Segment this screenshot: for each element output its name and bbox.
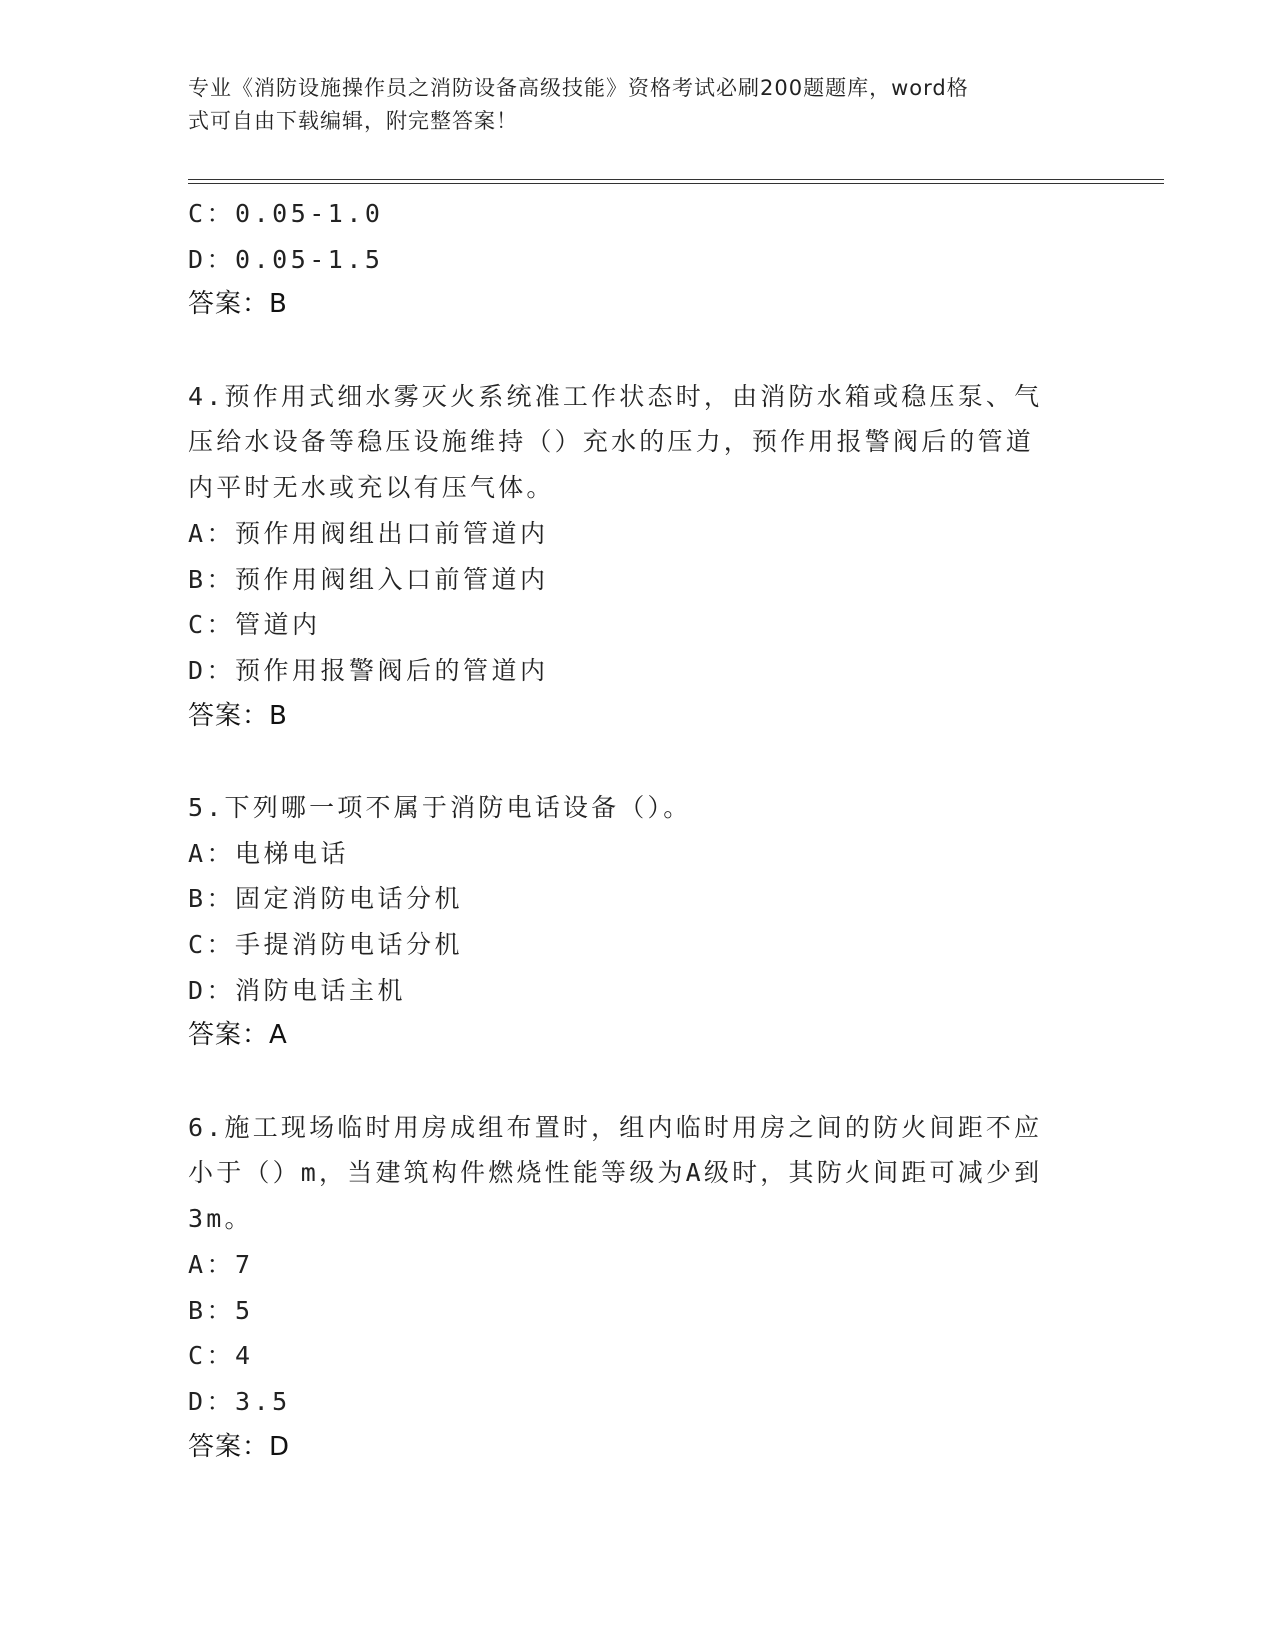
question-text	[188, 1105, 1088, 1242]
option-d: D：消防电话主机	[188, 975, 407, 1005]
header-line-2: 式可自由下载编辑，附完整答案！	[188, 109, 518, 133]
option-a: A：预作用阀组出口前管道内	[188, 518, 549, 548]
question-6	[188, 1105, 1088, 1471]
answer: 答案：B	[188, 700, 288, 731]
option-d: D：3.5	[188, 1386, 291, 1416]
question-5	[188, 785, 1088, 1059]
option-c: C：手提消防电话分机	[188, 930, 464, 959]
spacer	[188, 328, 1088, 374]
question-line: 内平时无水或充以有压气体。	[188, 473, 555, 503]
question-list	[188, 191, 1088, 1470]
option-b: B：固定消防电话分机	[188, 884, 464, 914]
header-divider-top	[188, 179, 1164, 180]
question-line: 压给水设备等稳压设施维持（）充水的压力，预作用报警阀后的管道	[188, 427, 1035, 457]
spacer	[188, 739, 1088, 785]
option-c: C：管道内	[188, 610, 321, 640]
option-a: A：电梯电话	[188, 838, 350, 868]
option-b: B：预作用阀组入口前管道内	[188, 564, 549, 594]
question-line: 小于（）m，当建筑构件燃烧性能等级为A级时，其防火间距可减少到	[188, 1158, 1043, 1188]
document-header	[188, 72, 1068, 138]
question-4	[188, 374, 1088, 740]
option-c: C：4	[188, 1341, 254, 1371]
option-c: C：0.05-1.0	[188, 199, 384, 228]
option-d: D：预作用报警阀后的管道内	[188, 655, 549, 685]
header-line-1: 专业《消防设施操作员之消防设备高级技能》资格考试必刷200题题库，word格	[188, 76, 969, 100]
question-line: 3m。	[188, 1204, 253, 1234]
question-line: 6.施工现场临时用房成组布置时，组内临时用房之间的防火间距不应	[188, 1112, 1043, 1142]
answer: 答案：B	[188, 289, 288, 320]
option-a: A：7	[188, 1249, 254, 1279]
answer: 答案：D	[188, 1431, 291, 1462]
header-divider-bottom	[188, 183, 1164, 184]
spacer	[188, 1059, 1088, 1105]
question-3-continuation	[188, 191, 1088, 328]
question-text	[188, 785, 1088, 831]
question-text	[188, 374, 1088, 511]
answer: 答案：A	[188, 1020, 288, 1051]
option-b: B：5	[188, 1295, 254, 1325]
option-d: D：0.05-1.5	[188, 244, 384, 274]
question-line: 4.预作用式细水雾灭火系统准工作状态时，由消防水箱或稳压泵、气	[188, 381, 1043, 411]
question-line: 5.下列哪一项不属于消防电话设备（）。	[188, 792, 692, 822]
